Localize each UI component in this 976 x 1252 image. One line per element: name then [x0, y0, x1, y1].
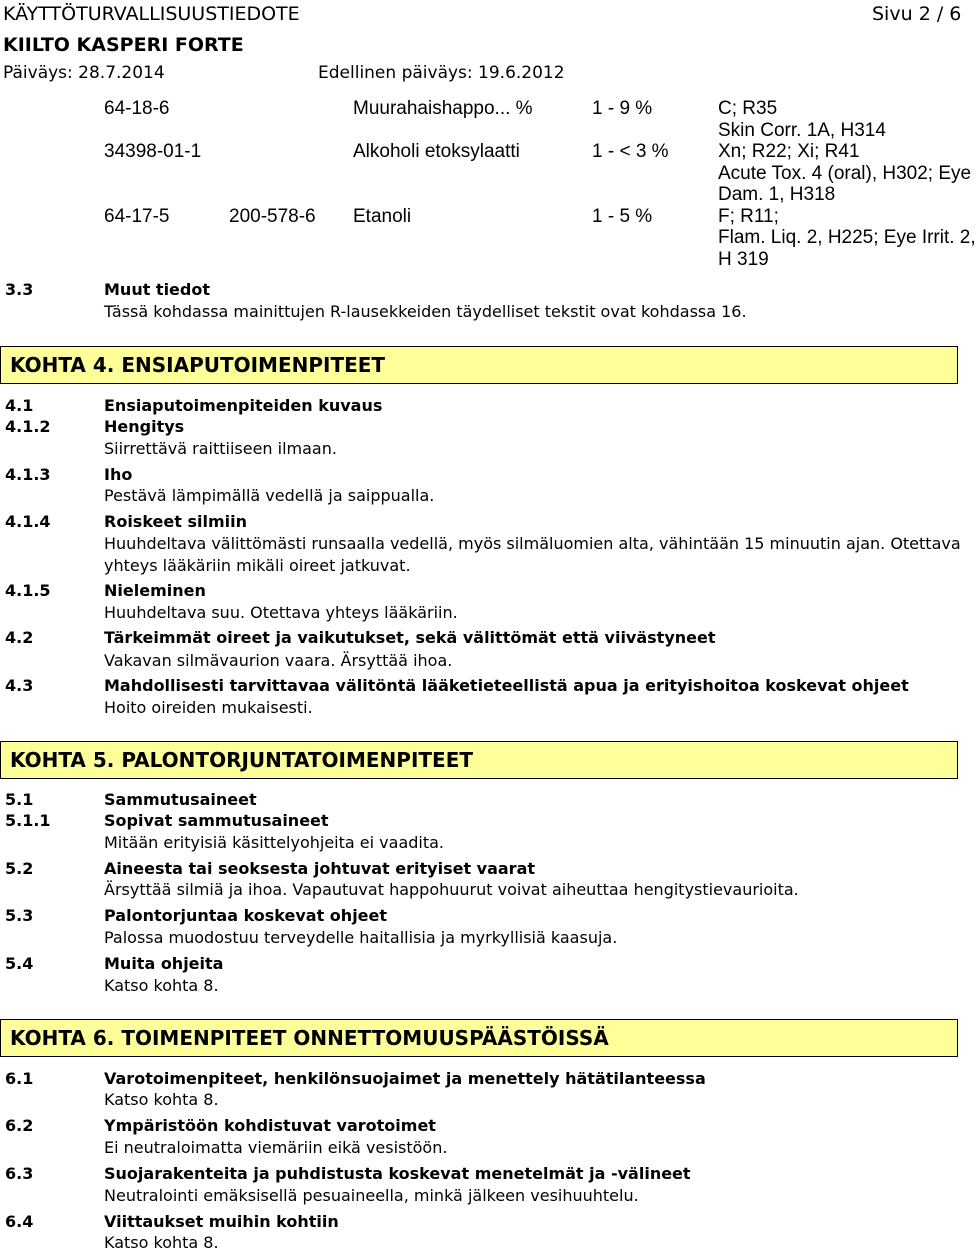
subsection-text: Vakavan silmävaurion vaara. Ärsyttää ihoa. [104, 651, 453, 670]
subsection-title: Viittaukset muihin kohtiin [104, 1212, 339, 1231]
subsection-text: Katso kohta 8. [104, 1233, 219, 1252]
subsection-title: Nieleminen [104, 581, 206, 600]
document-title: KÄYTTÖTURVALLISUUSTIEDOTE [3, 3, 300, 25]
component-concentration: 1 - < 3 % [592, 141, 669, 162]
component-cas: 64-18-6 [104, 98, 170, 119]
subsection-title: Muita ohjeita [104, 954, 224, 973]
subsection-title: Ensiaputoimenpiteiden kuvaus [104, 396, 383, 415]
product-name: KIILTO KASPERI FORTE [3, 34, 244, 56]
subsection-number: 6.3 [5, 1164, 34, 1183]
subsection-title: Iho [104, 465, 133, 484]
subsection-title: Sammutusaineet [104, 790, 257, 809]
subsection-number: 4.1.5 [5, 581, 51, 600]
subsection-text: Neutralointi emäksisellä pesuaineella, minkä jälkeen vesihuuhtelu. [104, 1186, 639, 1205]
previous-date: Edellinen päiväys: 19.6.2012 [318, 63, 565, 83]
subsection-text: Mitään erityisiä käsittelyohjeita ei vaadita. [104, 833, 445, 852]
subsection-text: Katso kohta 8. [104, 976, 219, 995]
component-name: Muurahaishappo... % [353, 98, 533, 119]
component-classification: Acute Tox. 4 (oral), H302; Eye [718, 163, 972, 184]
component-cas: 64-17-5 [104, 206, 170, 227]
subsection-number: 6.1 [5, 1069, 34, 1088]
subsection-title: Varotoimenpiteet, henkilönsuojaimet ja menettely hätätilanteessa [104, 1069, 706, 1088]
component-classification: C; R35 [718, 98, 778, 119]
subsection-number: 4.1.2 [5, 417, 51, 436]
subsection-text: Tässä kohdassa mainittujen R-lausekkeiden täydelliset tekstit ovat kohdassa 16. [104, 302, 747, 321]
subsection-number: 5.4 [5, 954, 34, 973]
subsection-number: 4.2 [5, 628, 34, 647]
subsection-text: Palossa muodostuu terveydelle haitallisia ja myrkyllisiä kaasuja. [104, 928, 618, 947]
subsection-title: Hengitys [104, 417, 185, 436]
subsection-number: 5.1.1 [5, 811, 51, 830]
subsection-number: 4.1.4 [5, 512, 51, 531]
subsection-title: Sopivat sammutusaineet [104, 811, 329, 830]
subsection-number: 5.3 [5, 906, 34, 925]
component-name: Alkoholi etoksylaatti [353, 141, 520, 162]
subsection-title: Mahdollisesti tarvittavaa välitöntä lääketieteellistä apua ja erityishoitoa koskevat ohjeet [104, 676, 909, 695]
subsection-number: 5.2 [5, 859, 34, 878]
subsection-text: Siirrettävä raittiiseen ilmaan. [104, 439, 337, 458]
subsection-number: 3.3 [5, 280, 34, 299]
subsection-number: 6.4 [5, 1212, 34, 1231]
subsection-text: Katso kohta 8. [104, 1090, 219, 1109]
subsection-title: Aineesta tai seoksesta johtuvat erityiset vaarat [104, 859, 536, 878]
subsection-number: 4.1.3 [5, 465, 51, 484]
subsection-text: Ärsyttää silmiä ja ihoa. Vapautuvat happohuurut voivat aiheuttaa hengitystievaurioita. [104, 880, 799, 899]
component-classification: Dam. 1, H318 [718, 184, 836, 205]
component-concentration: 1 - 9 % [592, 98, 653, 119]
section-4-banner [0, 346, 958, 384]
component-classification: Skin Corr. 1A, H314 [718, 120, 886, 141]
subsection-text: yhteys lääkäriin mikäli oireet jatkuvat. [104, 556, 411, 575]
subsection-number: 6.2 [5, 1116, 34, 1135]
subsection-title: Tärkeimmät oireet ja vaikutukset, sekä välittömät että viivästyneet [104, 628, 716, 647]
subsection-title: Suojarakenteita ja puhdistusta koskevat menetelmät ja -välineet [104, 1164, 691, 1183]
component-ec: 200-578-6 [229, 206, 316, 227]
section-5-title: KOHTA 5. PALONTORJUNTATOIMENPITEET [10, 748, 473, 772]
subsection-title: Roiskeet silmiin [104, 512, 247, 531]
subsection-number: 4.3 [5, 676, 34, 695]
page-label: Sivu [872, 3, 913, 25]
subsection-text: Huuhdeltava välittömästi runsaalla vedellä, myös silmäluomien alta, vähintään 15 minuutin ajan. Otettava [104, 534, 961, 553]
component-name: Etanoli [353, 206, 412, 227]
subsection-title: Muut tiedot [104, 280, 210, 299]
component-classification: Xn; R22; Xi; R41 [718, 141, 860, 162]
subsection-text: Hoito oireiden mukaisesti. [104, 698, 313, 717]
page-separator: / [936, 3, 944, 25]
component-cas: 34398-01-1 [104, 141, 202, 162]
subsection-title: Palontorjuntaa koskevat ohjeet [104, 906, 388, 925]
page-total: 6 [949, 3, 962, 25]
subsection-text: Pestävä lämpimällä vedellä ja saippualla. [104, 486, 435, 505]
page-current: 2 [918, 3, 931, 25]
subsection-number: 4.1 [5, 396, 34, 415]
section-4-title: KOHTA 4. ENSIAPUTOIMENPITEET [10, 353, 386, 377]
issue-date: Päiväys: 28.7.2014 [3, 63, 165, 83]
subsection-title: Ympäristöön kohdistuvat varotoimet [104, 1116, 436, 1135]
subsection-number: 5.1 [5, 790, 34, 809]
component-classification: Flam. Liq. 2, H225; Eye Irrit. 2, [718, 227, 976, 248]
subsection-text: Ei neutraloimatta viemäriin eikä vesistöön. [104, 1138, 448, 1157]
component-classification: F; R11; [718, 206, 779, 227]
page-indicator [872, 3, 961, 25]
component-concentration: 1 - 5 % [592, 206, 653, 227]
subsection-text: Huuhdeltava suu. Otettava yhteys lääkäriin. [104, 603, 458, 622]
component-classification: H 319 [718, 249, 769, 270]
section-5-banner [0, 741, 958, 779]
section-6-title: KOHTA 6. TOIMENPITEET ONNETTOMUUSPÄÄSTÖISSÄ [10, 1026, 609, 1050]
section-6-banner [0, 1019, 958, 1057]
